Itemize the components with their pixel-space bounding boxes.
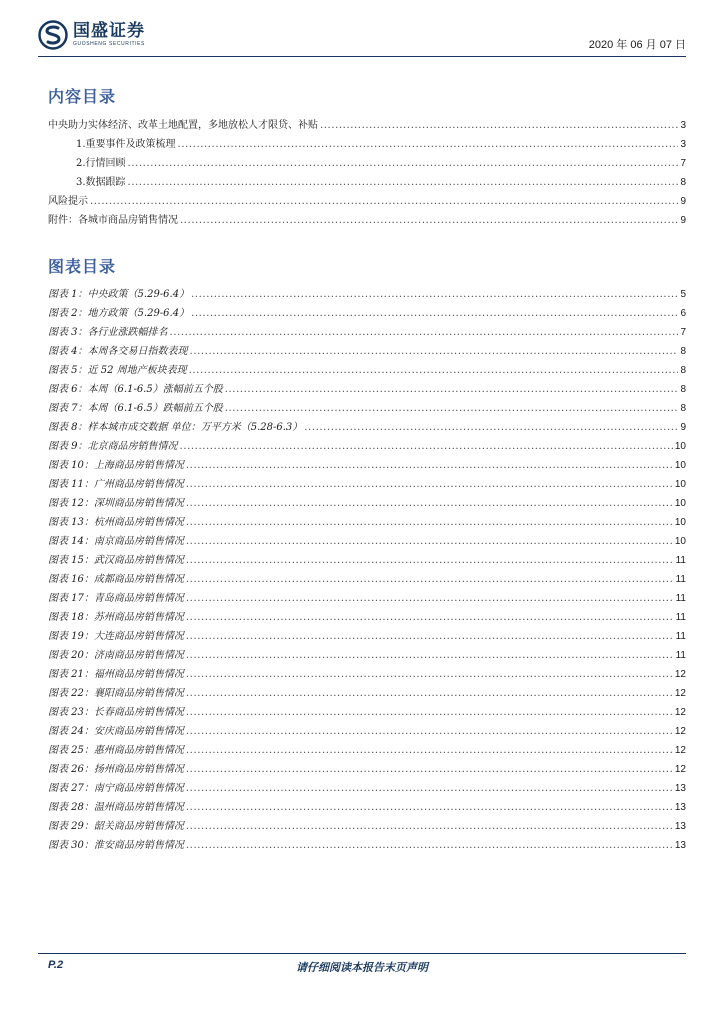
figures-list [48, 285, 686, 855]
figure-entry-label: 图表 14：南京商品房销售情况 [48, 536, 184, 547]
dot-leader [186, 821, 673, 832]
dot-leader [189, 365, 679, 376]
dot-leader [186, 745, 673, 756]
figure-entry[interactable] [48, 551, 686, 570]
dot-leader [186, 517, 673, 528]
dot-leader [186, 555, 674, 566]
dot-leader [186, 783, 673, 794]
figure-entry-label: 图表 6：本周（6.1-6.5）涨幅前五个股 [48, 384, 223, 395]
figure-entry[interactable] [48, 589, 686, 608]
dot-leader [304, 422, 678, 433]
figure-entry-label: 图表 28：温州商品房销售情况 [48, 802, 184, 813]
dot-leader [186, 764, 673, 775]
dot-leader [170, 327, 679, 338]
toc-entry-label: 风险提示 [48, 196, 88, 207]
figure-entry-page: 8 [680, 403, 686, 414]
figure-entry[interactable] [48, 646, 686, 665]
figure-entry-page: 10 [674, 479, 686, 490]
dot-leader [186, 802, 673, 813]
dot-leader [191, 308, 678, 319]
figure-entry-label: 图表 2：地方政策（5.29-6.4） [48, 308, 190, 319]
dot-leader [186, 479, 673, 490]
dot-leader [186, 536, 673, 547]
figure-entry-page: 12 [674, 764, 686, 775]
dot-leader [186, 498, 673, 509]
figure-entry-page: 12 [674, 707, 686, 718]
dot-leader [190, 346, 679, 357]
figure-entry[interactable] [48, 342, 686, 361]
figure-entry[interactable] [48, 418, 686, 437]
figure-entry-label: 图表 18：苏州商品房销售情况 [48, 612, 184, 623]
figure-entry-label: 图表 27：南宁商品房销售情况 [48, 783, 184, 794]
figure-entry-page: 13 [674, 821, 686, 832]
page-number: P.2 [48, 959, 64, 971]
figure-entry[interactable] [48, 304, 686, 323]
toc-entry-label: 中央助力实体经济、改革土地配置，多地放松人才限贷、补贴 [48, 120, 318, 131]
toc-entry[interactable] [48, 154, 686, 173]
figure-entry-label: 图表 17：青岛商品房销售情况 [48, 593, 184, 604]
figure-entry[interactable] [48, 608, 686, 627]
dot-leader [186, 669, 673, 680]
figure-entry[interactable] [48, 532, 686, 551]
figure-entry-page: 11 [675, 612, 686, 623]
figure-entry[interactable] [48, 323, 686, 342]
figure-entry[interactable] [48, 399, 686, 418]
dot-leader [191, 289, 678, 300]
toc-entry-page: 3 [680, 139, 686, 150]
figure-entry-label: 图表 25：惠州商品房销售情况 [48, 745, 184, 756]
figure-entry[interactable] [48, 836, 686, 855]
figure-entry-page: 10 [674, 460, 686, 471]
toc-entry[interactable] [48, 116, 686, 135]
dot-leader [186, 460, 673, 471]
figure-entry-page: 11 [675, 650, 686, 661]
figure-entry-label: 图表 8：样本城市成交数据 单位：万平方米（5.28-6.3） [48, 422, 303, 433]
toc-entry-label: 附件：各城市商品房销售情况 [48, 215, 178, 226]
figure-entry-page: 11 [675, 593, 686, 604]
footer-divider [38, 953, 686, 954]
dot-leader [186, 688, 673, 699]
figure-entry[interactable] [48, 494, 686, 513]
figure-entry-label: 图表 1：中央政策（5.29-6.4） [48, 289, 190, 300]
figure-entry-page: 5 [680, 289, 686, 300]
figure-entry-page: 12 [674, 669, 686, 680]
dot-leader [186, 612, 674, 623]
dot-leader [178, 139, 679, 150]
figure-entry-page: 8 [680, 365, 686, 376]
figure-entry-label: 图表 21：福州商品房销售情况 [48, 669, 184, 680]
dot-leader [320, 120, 678, 131]
contents-list [48, 116, 686, 230]
figure-entry-label: 图表 22：襄阳商品房销售情况 [48, 688, 184, 699]
figure-entry[interactable] [48, 741, 686, 760]
figure-entry-page: 8 [680, 384, 686, 395]
figure-entry[interactable] [48, 703, 686, 722]
toc-entry-page: 9 [680, 196, 686, 207]
toc-entry-page: 8 [680, 177, 686, 188]
figures-title: 图表目录 [48, 257, 117, 276]
dot-leader [186, 726, 673, 737]
logo-name-en: GUOSHENG SECURITIES [73, 41, 145, 47]
figure-entry-label: 图表 24：安庆商品房销售情况 [48, 726, 184, 737]
figure-entry[interactable] [48, 798, 686, 817]
dot-leader [186, 840, 673, 851]
dot-leader [186, 707, 673, 718]
figure-entry-page: 10 [674, 536, 686, 547]
contents-title: 内容目录 [48, 87, 117, 106]
dot-leader [90, 196, 678, 207]
figure-entry[interactable] [48, 722, 686, 741]
figure-entry-label: 图表 12：深圳商品房销售情况 [48, 498, 184, 509]
figure-entry-label: 图表 11：广州商品房销售情况 [48, 479, 184, 490]
figure-entry-label: 图表 5：近 52 周地产板块表现 [48, 365, 187, 376]
figure-entry-page: 10 [674, 441, 686, 452]
toc-entry-label: 3.数据跟踪 [76, 177, 126, 188]
figure-entry-label: 图表 10：上海商品房销售情况 [48, 460, 184, 471]
figure-entry-page: 13 [674, 840, 686, 851]
figure-entry[interactable] [48, 760, 686, 779]
dot-leader [225, 403, 679, 414]
figure-entry-page: 11 [675, 574, 686, 585]
figure-entry-label: 图表 26：扬州商品房销售情况 [48, 764, 184, 775]
figure-entry-page: 7 [680, 327, 686, 338]
figure-entry-page: 12 [674, 688, 686, 699]
dot-leader [128, 158, 679, 169]
toc-entry-page: 7 [680, 158, 686, 169]
figure-entry[interactable] [48, 513, 686, 532]
figure-entry[interactable] [48, 285, 686, 304]
figure-entry-page: 9 [680, 422, 686, 433]
logo-name-cn: 国盛证券 [73, 21, 145, 41]
figure-entry-label: 图表 15：武汉商品房销售情况 [48, 555, 184, 566]
toc-entry[interactable] [48, 135, 686, 154]
logo-icon [38, 20, 68, 50]
figure-entry-page: 13 [674, 783, 686, 794]
figure-entry-label: 图表 29：韶关商品房销售情况 [48, 821, 184, 832]
page-header [38, 18, 686, 56]
figure-entry-page: 11 [675, 555, 686, 566]
figure-entry-page: 10 [674, 498, 686, 509]
figure-entry-label: 图表 4：本周各交易日指数表现 [48, 346, 188, 357]
figure-entry-label: 图表 20：济南商品房销售情况 [48, 650, 184, 661]
figure-entry-label: 图表 19：大连商品房销售情况 [48, 631, 184, 642]
toc-entry-label: 1.重要事件及政策梳理 [76, 139, 176, 150]
figure-entry-page: 6 [680, 308, 686, 319]
dot-leader [128, 177, 679, 188]
report-date: 2020 年 06 月 07 日 [588, 39, 686, 51]
figure-entry[interactable] [48, 817, 686, 836]
figure-entry[interactable] [48, 665, 686, 684]
disclaimer-note: 请仔细阅读本报告末页声明 [296, 961, 428, 974]
figure-entry-page: 12 [674, 726, 686, 737]
figure-entry[interactable] [48, 380, 686, 399]
toc-entry[interactable] [48, 192, 686, 211]
figure-entry[interactable] [48, 779, 686, 798]
figure-entry[interactable] [48, 437, 686, 456]
figure-entry[interactable] [48, 627, 686, 646]
figure-entry-label: 图表 7：本周（6.1-6.5）跌幅前五个股 [48, 403, 223, 414]
figure-entry-page: 12 [674, 745, 686, 756]
figure-entry[interactable] [48, 361, 686, 380]
figure-entry-label: 图表 30：淮安商品房销售情况 [48, 840, 184, 851]
toc-entry-page: 3 [680, 120, 686, 131]
toc-entry[interactable] [48, 211, 686, 230]
figure-entry-label: 图表 13：杭州商品房销售情况 [48, 517, 184, 528]
figure-entry-page: 10 [674, 517, 686, 528]
dot-leader [225, 384, 679, 395]
dot-leader [180, 441, 673, 452]
dot-leader [186, 650, 674, 661]
figure-entry-label: 图表 23：长春商品房销售情况 [48, 707, 184, 718]
figure-entry-page: 11 [675, 631, 686, 642]
figure-entry-page: 8 [680, 346, 686, 357]
dot-leader [186, 593, 674, 604]
toc-entry-label: 2.行情回顾 [76, 158, 126, 169]
figure-entry-label: 图表 16：成都商品房销售情况 [48, 574, 184, 585]
figure-entry[interactable] [48, 456, 686, 475]
company-logo [38, 20, 145, 50]
figure-entry-page: 13 [674, 802, 686, 813]
figure-entry[interactable] [48, 475, 686, 494]
figure-entry-label: 图表 3：各行业涨跌幅排名 [48, 327, 168, 338]
figure-entry[interactable] [48, 570, 686, 589]
dot-leader [186, 574, 674, 585]
toc-entry[interactable] [48, 173, 686, 192]
figure-entry[interactable] [48, 684, 686, 703]
figure-entry-label: 图表 9：北京商品房销售情况 [48, 441, 178, 452]
header-divider [38, 56, 686, 57]
dot-leader [180, 215, 678, 226]
dot-leader [186, 631, 674, 642]
toc-entry-page: 9 [680, 215, 686, 226]
